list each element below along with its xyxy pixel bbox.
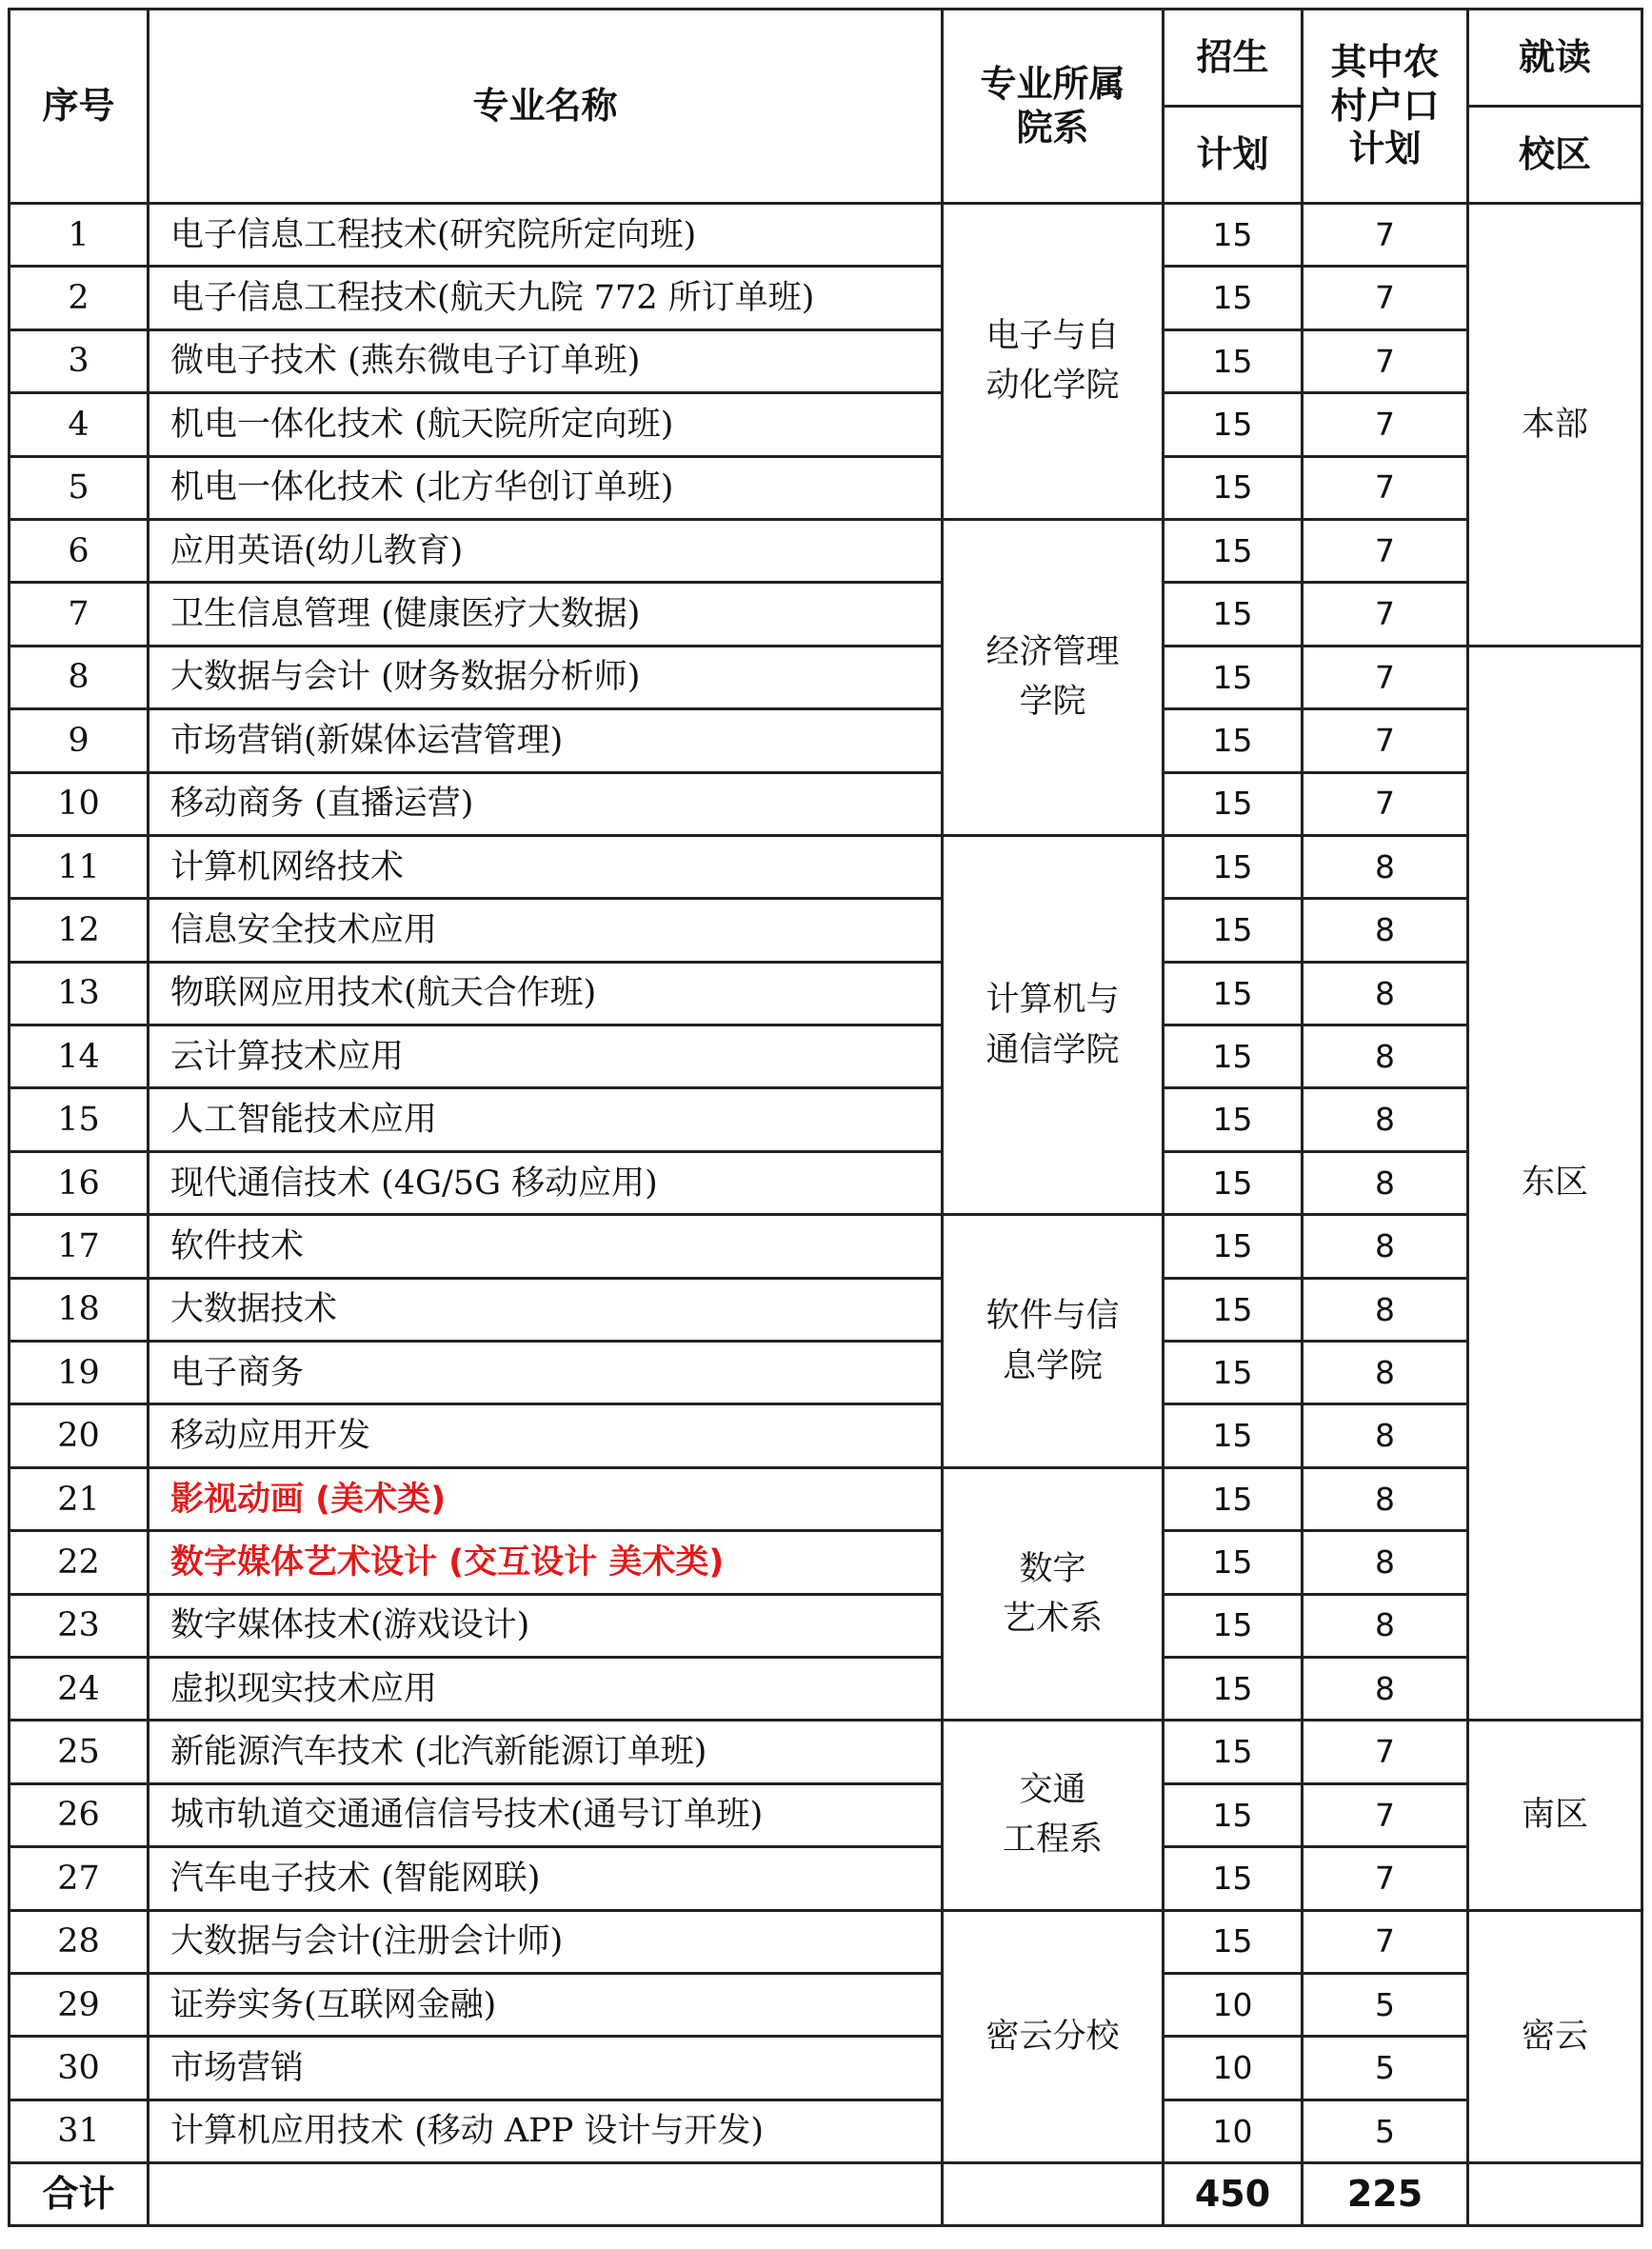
major-name: 电子信息工程技术(航天九院 772 所订单班) xyxy=(149,267,943,329)
campus-cell: 本部 xyxy=(1468,204,1642,647)
department-line1: 软件与信 xyxy=(985,1297,1120,1336)
rural-count: 8 xyxy=(1303,1404,1468,1467)
table-row xyxy=(10,1847,1642,1910)
plan-count: 10 xyxy=(1164,1973,1303,2036)
row-index: 11 xyxy=(10,835,149,898)
plan-count: 15 xyxy=(1164,1531,1303,1594)
plan-count: 15 xyxy=(1164,1467,1303,1530)
table-row xyxy=(10,519,1642,582)
rural-count: 7 xyxy=(1303,456,1468,519)
campus-cell: 密云 xyxy=(1468,1910,1642,2163)
rural-count: 8 xyxy=(1303,1467,1468,1530)
row-index: 2 xyxy=(10,267,149,329)
department-line1: 计算机与 xyxy=(985,981,1120,1020)
plan-count: 15 xyxy=(1164,835,1303,898)
row-index: 19 xyxy=(10,1342,149,1404)
rural-count: 7 xyxy=(1303,709,1468,772)
table-row xyxy=(10,1657,1642,1720)
table-row xyxy=(10,1342,1642,1404)
rural-count: 7 xyxy=(1303,1847,1468,1910)
major-name: 城市轨道交通通信信号技术(通号订单班) xyxy=(149,1783,943,1846)
department-line2: 通信学院 xyxy=(985,1030,1120,1069)
plan-count: 15 xyxy=(1164,646,1303,708)
department-line2: 工程系 xyxy=(1002,1821,1103,1860)
major-name: 电子商务 xyxy=(149,1342,943,1404)
campus-cell: 东区 xyxy=(1468,646,1642,1721)
department-cell xyxy=(943,1215,1164,1468)
rural-count: 8 xyxy=(1303,1151,1468,1214)
table-row xyxy=(10,583,1642,646)
table-row xyxy=(10,1025,1642,1088)
rural-count: 5 xyxy=(1303,2100,1468,2162)
department-cell xyxy=(943,1721,1164,1910)
plan-count: 15 xyxy=(1164,1025,1303,1088)
rural-count: 8 xyxy=(1303,835,1468,898)
plan-count: 15 xyxy=(1164,583,1303,646)
table-row xyxy=(10,267,1642,329)
rural-count: 8 xyxy=(1303,1342,1468,1404)
row-index: 16 xyxy=(10,1151,149,1214)
major-name: 数字媒体艺术设计 (交互设计 美术类) xyxy=(149,1531,943,1594)
header-plan-line2: 计划 xyxy=(1164,107,1303,204)
row-index: 4 xyxy=(10,393,149,456)
department-cell xyxy=(943,1910,1164,2163)
row-index: 6 xyxy=(10,519,149,582)
rural-count: 8 xyxy=(1303,1657,1468,1720)
plan-count: 15 xyxy=(1164,329,1303,392)
department-line1: 经济管理 xyxy=(985,632,1120,671)
row-index: 12 xyxy=(10,899,149,962)
rural-count: 7 xyxy=(1303,204,1468,267)
department-line2: 艺术系 xyxy=(1002,1600,1103,1639)
row-index: 27 xyxy=(10,1847,149,1910)
rural-count: 7 xyxy=(1303,393,1468,456)
rural-count: 7 xyxy=(1303,1721,1468,1783)
plan-count: 15 xyxy=(1164,1278,1303,1341)
row-index: 31 xyxy=(10,2100,149,2162)
row-index: 5 xyxy=(10,456,149,519)
major-name: 卫生信息管理 (健康医疗大数据) xyxy=(149,583,943,646)
rural-count: 7 xyxy=(1303,329,1468,392)
total-label: 合计 xyxy=(10,2163,149,2226)
major-name: 影视动画 (美术类) xyxy=(149,1467,943,1530)
header-campus-line1: 就读 xyxy=(1468,10,1642,107)
major-name: 数字媒体技术(游戏设计) xyxy=(149,1594,943,1657)
row-index: 20 xyxy=(10,1404,149,1467)
row-index: 10 xyxy=(10,772,149,835)
table-row xyxy=(10,1088,1642,1151)
row-index: 21 xyxy=(10,1467,149,1530)
major-name: 移动应用开发 xyxy=(149,1404,943,1467)
major-name: 新能源汽车技术 (北汽新能源订单班) xyxy=(149,1721,943,1783)
table-row xyxy=(10,1278,1642,1341)
table-row xyxy=(10,1531,1642,1594)
plan-count: 10 xyxy=(1164,2100,1303,2162)
table-row xyxy=(10,1721,1642,1783)
major-name: 机电一体化技术 (航天院所定向班) xyxy=(149,393,943,456)
plan-count: 15 xyxy=(1164,962,1303,1025)
major-name: 信息安全技术应用 xyxy=(149,899,943,962)
plan-count: 15 xyxy=(1164,1847,1303,1910)
plan-count: 15 xyxy=(1164,1151,1303,1214)
table-row xyxy=(10,329,1642,392)
row-index: 22 xyxy=(10,1531,149,1594)
major-name: 应用英语(幼儿教育) xyxy=(149,519,943,582)
major-name: 大数据技术 xyxy=(149,1278,943,1341)
table-row xyxy=(10,1404,1642,1467)
table-row xyxy=(10,1151,1642,1214)
table-row xyxy=(10,2037,1642,2100)
department-cell xyxy=(943,519,1164,835)
table-row xyxy=(10,1467,1642,1530)
major-name: 汽车电子技术 (智能网联) xyxy=(149,1847,943,1910)
table-row xyxy=(10,709,1642,772)
row-index: 26 xyxy=(10,1783,149,1846)
major-name: 机电一体化技术 (北方华创订单班) xyxy=(149,456,943,519)
major-name: 虚拟现实技术应用 xyxy=(149,1657,943,1720)
header-plan-line1: 招生 xyxy=(1164,10,1303,107)
row-index: 15 xyxy=(10,1088,149,1151)
major-name: 现代通信技术 (4G/5G 移动应用) xyxy=(149,1151,943,1214)
rural-count: 7 xyxy=(1303,772,1468,835)
rural-count: 7 xyxy=(1303,1910,1468,1973)
plan-count: 15 xyxy=(1164,1657,1303,1720)
table-row xyxy=(10,1215,1642,1278)
major-name: 证券实务(互联网金融) xyxy=(149,1973,943,2036)
major-name: 云计算技术应用 xyxy=(149,1025,943,1088)
major-name: 大数据与会计 (财务数据分析师) xyxy=(149,646,943,708)
plan-count: 15 xyxy=(1164,772,1303,835)
table-row xyxy=(10,772,1642,835)
department-line2: 息学院 xyxy=(1002,1346,1103,1385)
major-name: 计算机网络技术 xyxy=(149,835,943,898)
table-row xyxy=(10,204,1642,267)
plan-count: 15 xyxy=(1164,267,1303,329)
plan-count: 15 xyxy=(1164,1215,1303,1278)
rural-count: 5 xyxy=(1303,2037,1468,2100)
row-index: 14 xyxy=(10,1025,149,1088)
row-index: 13 xyxy=(10,962,149,1025)
department-line1: 电子与自 xyxy=(985,316,1120,355)
campus-cell: 南区 xyxy=(1468,1721,1642,1910)
rural-count: 8 xyxy=(1303,1215,1468,1278)
department-line2: 动化学院 xyxy=(985,367,1120,406)
rural-count: 7 xyxy=(1303,1783,1468,1846)
plan-count: 15 xyxy=(1164,1088,1303,1151)
major-name: 市场营销 xyxy=(149,2037,943,2100)
row-index: 24 xyxy=(10,1657,149,1720)
total-name-empty xyxy=(149,2163,943,2226)
rural-count: 7 xyxy=(1303,519,1468,582)
table-row xyxy=(10,456,1642,519)
major-name: 电子信息工程技术(研究院所定向班) xyxy=(149,204,943,267)
plan-count: 15 xyxy=(1164,393,1303,456)
rural-count: 7 xyxy=(1303,646,1468,708)
header-index: 序号 xyxy=(10,10,149,204)
header-name: 专业名称 xyxy=(149,10,943,204)
major-name: 物联网应用技术(航天合作班) xyxy=(149,962,943,1025)
header-row xyxy=(10,10,1642,107)
total-row xyxy=(10,2163,1642,2226)
row-index: 1 xyxy=(10,204,149,267)
row-index: 3 xyxy=(10,329,149,392)
header-rural-line1: 其中农 xyxy=(1330,41,1440,84)
row-index: 8 xyxy=(10,646,149,708)
table-row xyxy=(10,393,1642,456)
rural-count: 8 xyxy=(1303,1594,1468,1657)
table-row xyxy=(10,835,1642,898)
total-campus-empty xyxy=(1468,2163,1642,2226)
plan-count: 15 xyxy=(1164,456,1303,519)
row-index: 25 xyxy=(10,1721,149,1783)
row-index: 23 xyxy=(10,1594,149,1657)
major-name: 计算机应用技术 (移动 APP 设计与开发) xyxy=(149,2100,943,2162)
plan-count: 15 xyxy=(1164,1404,1303,1467)
rural-count: 8 xyxy=(1303,1025,1468,1088)
table-row xyxy=(10,1910,1642,1973)
plan-count: 15 xyxy=(1164,1721,1303,1783)
department-line1: 数字 xyxy=(1019,1549,1086,1588)
rural-count: 7 xyxy=(1303,583,1468,646)
rural-count: 8 xyxy=(1303,1088,1468,1151)
plan-count: 15 xyxy=(1164,1342,1303,1404)
major-name: 微电子技术 (燕东微电子订单班) xyxy=(149,329,943,392)
row-index: 28 xyxy=(10,1910,149,1973)
table-row xyxy=(10,646,1642,708)
table-row xyxy=(10,1973,1642,2036)
table-row xyxy=(10,1783,1642,1846)
major-name: 移动商务 (直播运营) xyxy=(149,772,943,835)
rural-count: 8 xyxy=(1303,899,1468,962)
major-name: 软件技术 xyxy=(149,1215,943,1278)
table-row xyxy=(10,962,1642,1025)
table-row xyxy=(10,2100,1642,2162)
header-department-line2: 院系 xyxy=(1016,106,1089,149)
total-rural: 225 xyxy=(1303,2163,1468,2226)
plan-count: 15 xyxy=(1164,1594,1303,1657)
header-rural xyxy=(1303,10,1468,204)
header-campus-line2: 校区 xyxy=(1468,107,1642,204)
row-index: 18 xyxy=(10,1278,149,1341)
department-cell xyxy=(943,204,1164,520)
department-line1: 交通 xyxy=(1019,1770,1086,1809)
header-department xyxy=(943,10,1164,204)
plan-count: 10 xyxy=(1164,2037,1303,2100)
header-department-line1: 专业所属 xyxy=(980,62,1125,105)
major-name: 大数据与会计(注册会计师) xyxy=(149,1910,943,1973)
row-index: 7 xyxy=(10,583,149,646)
department-line2: 学院 xyxy=(1019,683,1086,722)
total-dept-empty xyxy=(943,2163,1164,2226)
total-plan: 450 xyxy=(1164,2163,1303,2226)
row-index: 17 xyxy=(10,1215,149,1278)
plan-count: 15 xyxy=(1164,709,1303,772)
department-cell xyxy=(943,835,1164,1214)
table-row xyxy=(10,899,1642,962)
row-index: 30 xyxy=(10,2037,149,2100)
plan-count: 15 xyxy=(1164,204,1303,267)
rural-count: 7 xyxy=(1303,267,1468,329)
department-cell xyxy=(943,1467,1164,1721)
rural-count: 8 xyxy=(1303,1531,1468,1594)
header-rural-line2: 村户口 xyxy=(1330,84,1440,127)
rural-count: 8 xyxy=(1303,1278,1468,1341)
row-index: 29 xyxy=(10,1973,149,2036)
plan-count: 15 xyxy=(1164,1783,1303,1846)
rural-count: 8 xyxy=(1303,962,1468,1025)
header-rural-line3: 计划 xyxy=(1348,128,1422,170)
major-name: 市场营销(新媒体运营管理) xyxy=(149,709,943,772)
plan-count: 15 xyxy=(1164,519,1303,582)
major-name: 人工智能技术应用 xyxy=(149,1088,943,1151)
plan-count: 15 xyxy=(1164,1910,1303,1973)
rural-count: 5 xyxy=(1303,1973,1468,2036)
enrollment-table xyxy=(8,8,1643,2227)
row-index: 9 xyxy=(10,709,149,772)
table-row xyxy=(10,1594,1642,1657)
plan-count: 15 xyxy=(1164,899,1303,962)
department-line1: 密云分校 xyxy=(985,2017,1120,2056)
